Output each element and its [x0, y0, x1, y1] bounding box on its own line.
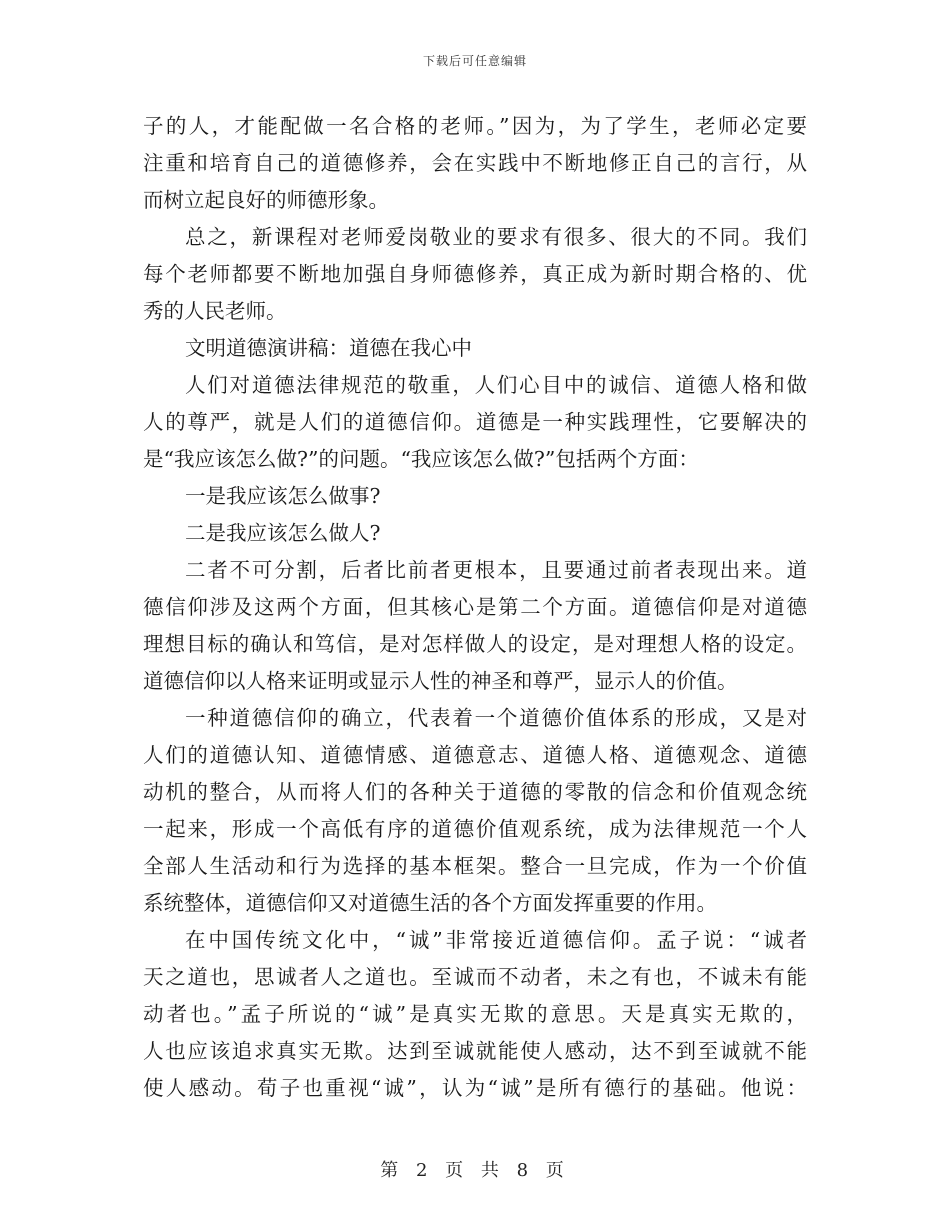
text-line: 二是我应该怎么做人? — [185, 521, 381, 545]
text-line: 使人感动。荀子也重视“诚”，认为“诚”是所有德行的基础。他说： — [143, 1076, 807, 1100]
text-line: 人也应该追求真实无欺。达到至诚就能使人感动，达不到至诚就不能 — [143, 1039, 807, 1063]
text-line: 人的尊严，就是人们的道德信仰。道德是一种实践理性，它要解决的 — [143, 410, 807, 434]
text-line: 系统整体，道德信仰又对道德生活的各个方面发挥重要的作用。 — [143, 891, 717, 915]
text-line: 而树立起良好的师德形象。 — [143, 188, 389, 212]
text-line: 秀的人民老师。 — [143, 299, 287, 323]
text-line: 二者不可分割，后者比前者更根本，且要通过前者表现出来。道 — [185, 558, 807, 582]
text-line: 一起来，形成一个高低有序的道德价值观系统，成为法律规范一个人 — [143, 817, 807, 841]
text-line: 人们的道德认知、道德情感、道德意志、道德人格、道德观念、道德 — [143, 743, 807, 767]
text-line: 全部人生活动和行为选择的基本框架。整合一旦完成，作为一个价值 — [143, 854, 807, 878]
text-line: 天之道也，思诚者人之道也。至诚而不动者，未之有也，不诚未有能 — [143, 965, 807, 989]
text-line: 理想目标的确认和笃信，是对怎样做人的设定，是对理想人格的设定。 — [143, 632, 807, 656]
text-line: 道德信仰以人格来证明或显示人性的神圣和尊严，显示人的价值。 — [143, 669, 738, 693]
text-line: 一是我应该怎么做事? — [185, 484, 381, 508]
text-line: 每个老师都要不断地加强自身师德修养，真正成为新时期合格的、优 — [143, 262, 807, 286]
page-header: 下载后可任意编辑 — [422, 54, 527, 68]
text-line: 是“我应该怎么做?”的问题。“我应该怎么做?”包括两个方面： — [143, 447, 699, 471]
text-line: 在中国传统文化中，“诚”非常接近道德信仰。孟子说：“诚者 — [185, 928, 807, 952]
text-line: 动者也。”孟子所说的“诚”是真实无欺的意思。天是真实无欺的， — [143, 1002, 807, 1026]
document-body — [143, 108, 807, 1107]
text-line: 注重和培育自己的道德修养，会在实践中不断地修正自己的言行，从 — [143, 151, 807, 175]
text-line: 总之，新课程对老师爱岗敬业的要求有很多、很大的不同。我们 — [185, 225, 807, 249]
text-line: 人们对道德法律规范的敬重，人们心目中的诚信、道德人格和做 — [185, 373, 807, 397]
page-footer: 第 2 页 共 8 页 — [380, 1160, 570, 1181]
text-line: 子的人，才能配做一名合格的老师。”因为，为了学生，老师必定要 — [143, 114, 807, 138]
section-title: 文明道德演讲稿：道德在我心中 — [185, 336, 472, 360]
text-line: 德信仰涉及这两个方面，但其核心是第二个方面。道德信仰是对道德 — [143, 595, 807, 619]
text-line: 一种道德信仰的确立，代表着一个道德价值体系的形成，又是对 — [185, 706, 807, 730]
text-line: 动机的整合，从而将人们的各种关于道德的零散的信念和价值观念统 — [143, 780, 807, 804]
